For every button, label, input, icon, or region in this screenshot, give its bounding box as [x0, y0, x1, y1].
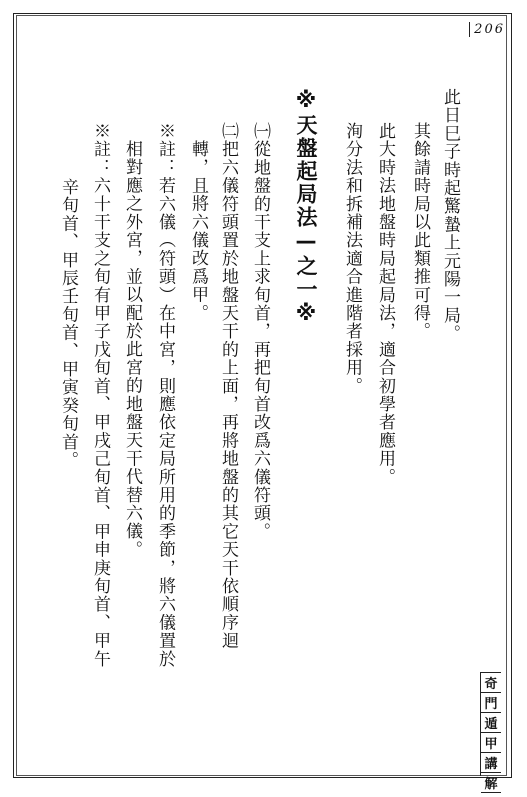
- text-column: 轉，且將六儀改爲甲。: [188, 140, 208, 322]
- sidebar-char: 甲: [481, 733, 501, 753]
- note-column: 辛旬首、甲辰壬旬首、甲寅癸旬首。: [58, 178, 78, 470]
- text-column: 此大時法地盤時局起局法，適合初學者應用。: [375, 122, 395, 486]
- sidebar-char: 講: [481, 753, 501, 773]
- text-column: 此日巳子時起驚蟄上元陽一局。: [440, 88, 460, 343]
- page-number: 206: [469, 22, 505, 37]
- sidebar-char: 門: [481, 693, 501, 713]
- text-column: ㈠從地盤的干支上求旬首，再把旬首改爲六儀符頭。: [250, 122, 270, 541]
- sidebar-char: 遁: [481, 713, 501, 733]
- text-column: 其餘請時局以此類推可得。: [410, 122, 430, 341]
- note-column: 相對應之外宮，並以配於此宮的地盤天干代替六儀。: [122, 140, 142, 559]
- section-heading: ※天盤起局法—之一※: [294, 88, 318, 327]
- note-column: ※註：六十干支之旬有甲子戊旬首、甲戌己旬首、甲申庚旬首、甲午: [90, 122, 110, 668]
- text-column: 洵分法和拆補法適合進階者採用。: [342, 122, 362, 395]
- sidebar-char: 奇: [481, 672, 501, 693]
- sidebar-char: 解: [481, 773, 501, 793]
- text-column: ㈡把六儀符頭置於地盤天干的上面，再將地盤的其它天干依順序迴: [218, 122, 238, 650]
- book-title-sidebar: [480, 672, 501, 792]
- note-column: ※註：若六儀（符頭）在中宮，則應依定局所用的季節，將六儀置於: [155, 122, 175, 668]
